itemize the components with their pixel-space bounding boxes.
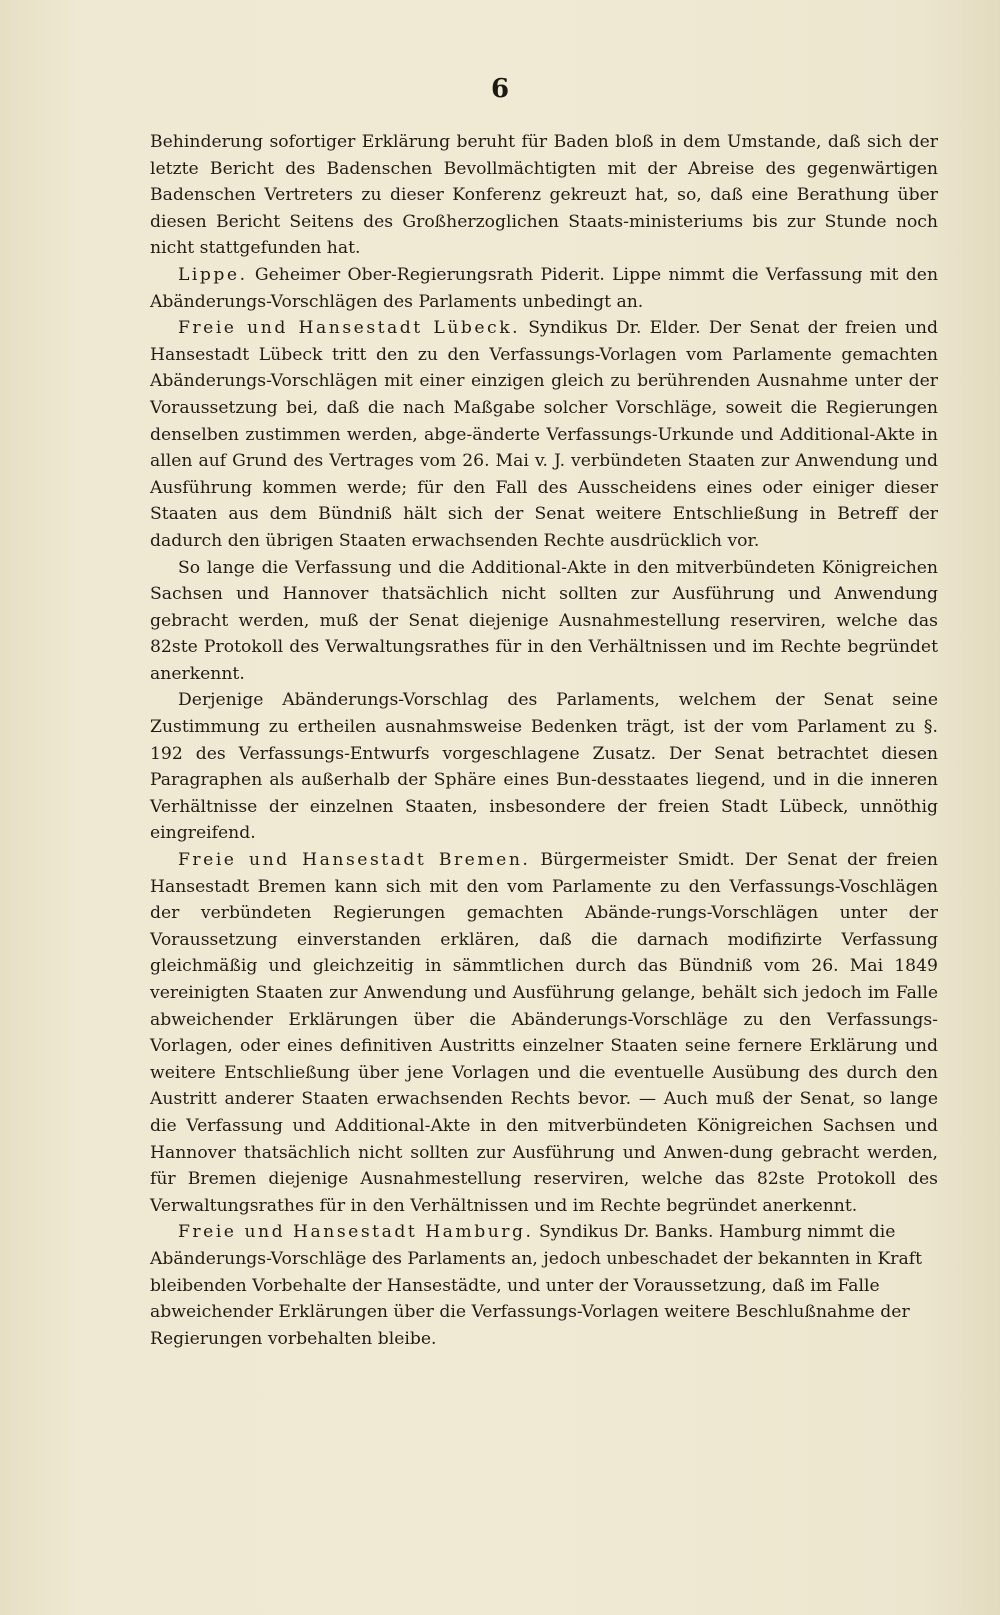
paragraph-lippe	[150, 262, 938, 315]
representative: Geheimer Ober-Regierungsrath Piderit.	[254, 264, 605, 285]
paragraph-luebeck-paragraph-192: Derjenige Abänderungs-Vorschlag des Parlaments, welchem der Senat seine Zustimmung zu ertheilen ausnahmsweise Bedenken trägt, ist der vom Parlament zu §. 192 des Verfassungs-Entwurfs vorgeschlagene Zusatz. Der Senat betrachtet diesen Paragraphen als außerhalb der Sphäre eines Bun-desstaates liegend, und in die inneren Verhältnisse der einzelnen Staaten, insbesondere der freien Stadt Lübeck, unnöthig eingreifend.	[150, 690, 938, 844]
paragraph-luebeck-reservation: So lange die Verfassung und die Additional-Akte in den mitverbündeten Königreichen Sachsen und Hannover thatsächlich nicht sollten zur Ausführung und Anwendung gebracht werden, muß der Senat diejenige Ausnahmestellung reserviren, welche das 82ste Protokoll des Verwaltungsrathes für in den Verhältnissen und im Rechte begründet anerkennt.	[150, 557, 938, 684]
state-name: Freie und Hansestadt Bremen.	[178, 850, 531, 871]
paragraph-luebeck	[150, 315, 938, 554]
representative: Bürgermeister Smidt.	[540, 850, 735, 871]
declaration-text: Hamburg nimmt die Abänderungs-Vorschläge des Parlaments an, jedoch unbeschadet der bekannten in Kraft bleibenden Vorbehalte der Hansestädte, und unter der Voraussetzung, daß im Falle abweichender Erklärungen über die Verfassungs-Vorlagen weitere Beschlußnahme der Regierungen vorbehalten bleibe.	[150, 1222, 923, 1349]
declaration-text: Lippe nimmt die Verfassung mit den Abänderungs-Vorschlägen des Parlaments unbedingt an.	[150, 264, 939, 312]
paragraph-bremen	[150, 847, 938, 1219]
paragraph-hamburg	[150, 1219, 938, 1352]
declaration-text: Der Senat der freien Hansestadt Bremen kann sich mit den vom Parlamente zu den Verfassungs-Voschlägen der verbündeten Regierungen gemachten Abände-rungs-Vorschlägen unter der Voraussetzung einverstanden erklären, daß die darnach modifizirte Verfassung gleichmäßig und gleichzeitig in sämmtlichen durch das Bündniß vom 26. Mai 1849 vereinigten Staaten zur Anwendung und Ausführung gelange, behält sich jedoch im Falle abweichender Erklärungen über die Abänderungs-Vorschläge zu den Verfassungs-Vorlagen, oder eines definitiven Austritts einzelner Staaten seine fernere Erklärung und weitere Entschließung über jene Vorlagen und die eventuelle Ausübung des durch den Austritt anderer Staaten erwachsenden Rechts bevor. — Auch muß der Senat, so lange die Verfassung und Additional-Akte in den mitverbündeten Königreichen Sachsen und Hannover thatsächlich nicht sollten zur Ausführung und Anwen-dung gebracht werden, für Bremen diejenige Ausnahmestellung reserviren, welche das 82ste Protokoll des Verwaltungsrathes für in den Verhältnissen und im Rechte begründet anerkennt.	[150, 850, 939, 1216]
paragraph-baden: Behinderung sofortiger Erklärung beruht für Baden bloß in dem Umstande, daß sich der letzte Bericht des Badenschen Bevollmächtigten mit der Abreise des gegenwärtigen Badenschen Vertreters zu dieser Konferenz gekreuzt hat, so, daß eine Berathung über diesen Bericht Seitens des Großherzoglichen Staats-ministeriums bis zur Stunde noch nicht stattgefunden hat.	[150, 132, 938, 259]
state-name: Lippe.	[178, 264, 248, 285]
declaration-text: Der Senat der freien und Hansestadt Lübeck tritt den zu den Verfassungs-Vorlagen vom Parlamente gemachten Abänderungs-Vorschlägen mit einer einzigen gleich zu berührenden Ausnahme unter der Voraussetzung bei, daß die nach Maßgabe solcher Vorschläge, soweit die Regierungen denselben zustimmen werden, abge-änderte Verfassungs-Urkunde und Additional-Akte in allen auf Grund des Vertrages vom 26. Mai v. J. verbündeten Staaten zur Anwendung und Ausführung kommen werde; für den Fall des Ausscheidens eines oder einiger dieser Staaten aus dem Bündniß hält sich der Senat weitere Entschließung in Betreff der dadurch den übrigen Staaten erwachsenden Rechte ausdrücklich vor.	[150, 318, 938, 551]
state-name: Freie und Hansestadt Hamburg.	[178, 1222, 534, 1243]
page-number: 6	[490, 74, 510, 104]
representative: Syndikus Dr. Elder.	[528, 318, 701, 339]
representative: Syndikus Dr. Banks.	[538, 1222, 714, 1243]
state-name: Freie und Hansestadt Lübeck.	[178, 318, 521, 339]
document-body	[150, 129, 938, 1352]
